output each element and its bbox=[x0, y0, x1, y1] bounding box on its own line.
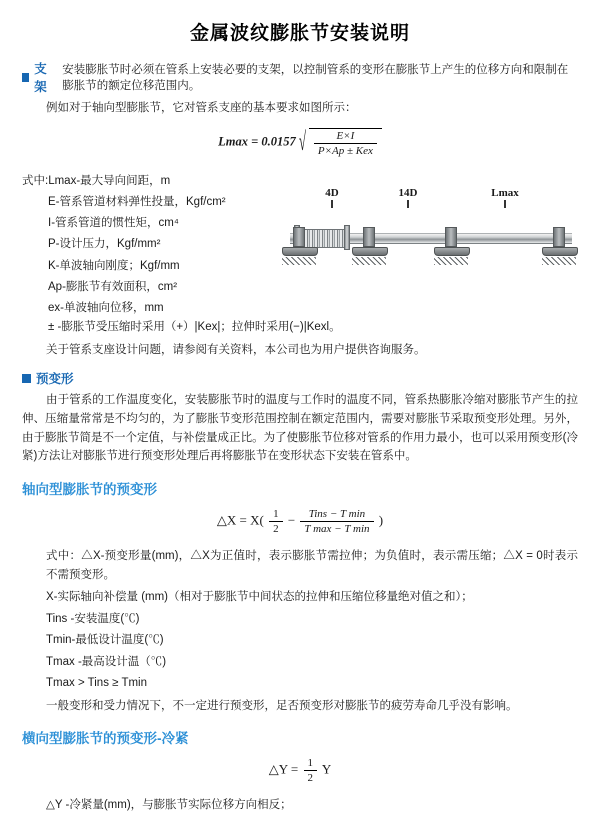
definition-item: ex-单波轴向位移，mm bbox=[48, 302, 164, 315]
formula-axial-rhs: ) bbox=[378, 512, 384, 528]
formula-lmax-label: Lmax = 0.0157 bbox=[218, 134, 296, 148]
formula-lateral-half: $\frac{1}{2}$ bbox=[304, 757, 318, 784]
formula-lmax bbox=[22, 126, 578, 159]
section-heading-predeform bbox=[22, 369, 578, 387]
definitions-and-diagram bbox=[22, 169, 578, 320]
axial-definition-item: X-实际轴向补偿量 (mm)（相对于膨胀节中间状态的拉伸和压缩位移量绝对值之和）； bbox=[46, 591, 473, 604]
section-axial-note: 式中：△X-预变形量(mm)，△X为正值时，表示膨胀节需拉伸；为负值时，表示需压缩；△X = 0时表示不需预变形。 bbox=[46, 549, 578, 581]
section-heading-support bbox=[22, 59, 578, 95]
pipe-support bbox=[282, 227, 316, 265]
definitions-block bbox=[22, 169, 280, 320]
formula-lmax-numerator: √ E×I bbox=[314, 130, 377, 144]
section-lateral-note: △Y -冷紧量(mm)，与膨胀节实际位移方向相反； bbox=[46, 799, 292, 812]
definition-item: P-设计压力，Kgf/mm² bbox=[48, 238, 161, 251]
bullet-square-icon bbox=[22, 73, 29, 82]
subheading-axial: 轴向型膨胀节的预变形 bbox=[22, 481, 157, 497]
sqrt-icon bbox=[299, 128, 382, 157]
section-support-paragraph-1: 安装膨胀节时必须在管系上安装必要的支架，以控制管系的变形在膨胀节上产生的位移方向和限制在膨胀节的额定位移范围内。 bbox=[62, 64, 569, 92]
definition-item: K-单波轴向刚度；Kgf/mm bbox=[48, 259, 180, 272]
formula-lmax-denominator: P×Ap ± Kex bbox=[317, 144, 373, 157]
definition-item: Ap-膨胀节有效面积，cm² bbox=[48, 280, 178, 293]
formula-lateral-coldpull bbox=[22, 757, 578, 784]
formula-axial-predeform bbox=[22, 508, 578, 535]
definition-intro: 式中:Lmax-最大导向间距，m bbox=[22, 174, 171, 187]
definition-item: I-管系管道的惯性矩，cm⁴ bbox=[48, 217, 179, 230]
pipe-support bbox=[434, 227, 468, 265]
axial-definition-item: Tmax -最高设计温（℃) bbox=[46, 655, 167, 668]
formula-lmax-fraction bbox=[314, 130, 377, 157]
section-axial-closing: 一般变形和受力情况下，不一定进行预变形，足否预变形对膨胀节的疲劳寿命几乎没有影响。 bbox=[46, 699, 518, 712]
axial-definition-item: Tmin-最低设计温度(℃) bbox=[46, 634, 164, 647]
formula-lateral-rhs: Y bbox=[321, 761, 332, 777]
definitions-closing: 关于管系支座设计问题，请参阅有关资料，本公司也为用户提供咨询服务。 bbox=[46, 343, 426, 356]
pipe-support bbox=[542, 227, 576, 265]
section-heading-support-label: 支架 bbox=[34, 62, 47, 94]
dimension-lmax: Lmax bbox=[450, 187, 560, 200]
bullet-square-icon bbox=[22, 374, 31, 383]
pipe-assembly bbox=[284, 211, 576, 285]
dimension-4d: 4D bbox=[298, 187, 366, 200]
flange bbox=[344, 225, 350, 250]
formula-axial-minus: − bbox=[287, 512, 296, 528]
axial-definition-item: Tins -安装温度(℃) bbox=[46, 612, 140, 625]
formula-axial-half: $\frac{1}{2}$ bbox=[269, 508, 283, 535]
definition-item: ± -膨胀节受压缩时采用（+）|Kex|；拉伸时采用(−)|Kexl。 bbox=[48, 321, 341, 334]
section-predeform-paragraph: 由于管系的工作温度变化，安装膨胀节时的温度与工作时的温度不同，管系热膨胀冷缩对膨胀节产生的拉伸、压缩量常常是不均匀的，为了膨胀节变形范围控制在额定范围内，需要对膨胀节采取预变形处理。另外，由于膨胀节简是不一个定值，与补偿量成正比。为了使膨胀节位移对管系的作用力最小，也可以采用预变形(冷紧)方法让对膨胀节进行预变形处理后再将膨胀节在变形状态下安装在管系中。 bbox=[22, 394, 578, 463]
pipe-support-diagram bbox=[280, 169, 578, 295]
subheading-lateral: 横向型膨胀节的预变形-冷紧 bbox=[22, 731, 189, 747]
formula-lateral-lhs: △Y = bbox=[268, 761, 299, 777]
pipe-support bbox=[352, 227, 386, 265]
formula-axial-lhs: △X = X( bbox=[216, 512, 264, 528]
definition-item: E-管系管道材料弹性投量，Kgf/cm² bbox=[48, 195, 226, 208]
page-title: 金属波纹膨胀节安装说明 bbox=[189, 23, 410, 44]
section-support-paragraph-2: 例如对于轴向型膨胀节，它对管系支座的基本要求如图所示： bbox=[46, 102, 357, 114]
section-heading-predeform-label: 预变形 bbox=[36, 372, 74, 387]
formula-axial-temp-fraction: $\frac{\text{Tins − T min}}{\text{T max − T min}}$ bbox=[300, 508, 373, 535]
axial-definition-item: Tmax > Tins ≥ Tmin bbox=[46, 677, 147, 690]
dimension-14d: 14D bbox=[368, 187, 448, 200]
